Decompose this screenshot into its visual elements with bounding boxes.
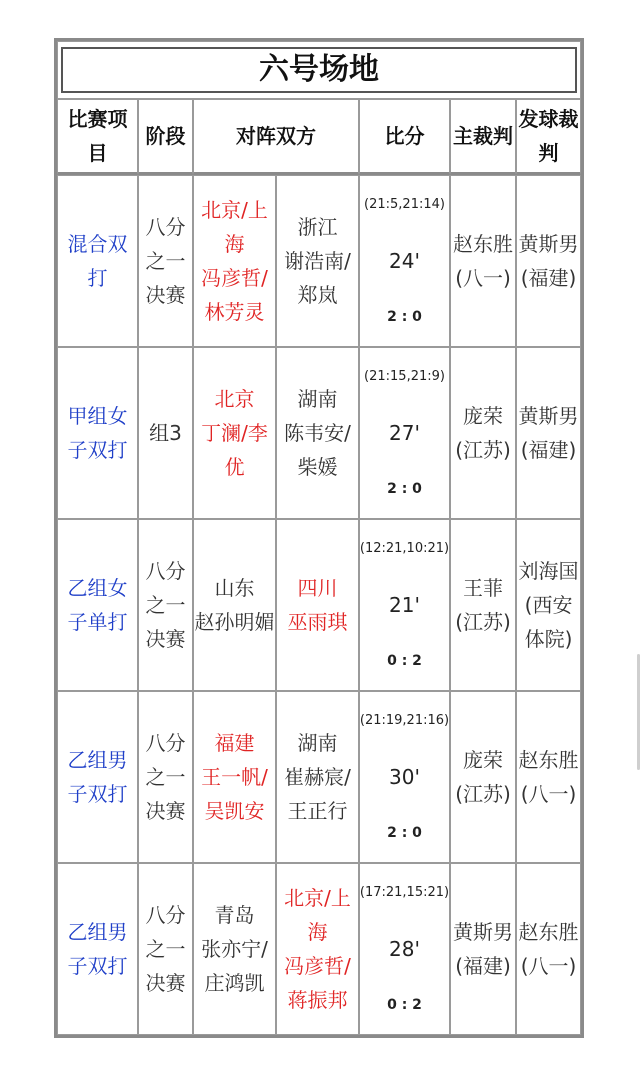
- service-judge-cell: [516, 691, 581, 863]
- side-a: 福建 王一帆/吴凯安: [201, 731, 268, 823]
- header-stage: 阶段: [138, 99, 193, 175]
- stage-cell: [138, 175, 193, 347]
- event-name: 混合双打: [67, 232, 128, 290]
- match-row: [57, 519, 581, 691]
- event-cell: [57, 519, 138, 691]
- game-scores: (21:5,21:14): [364, 197, 445, 212]
- service-judge-name: 黄斯男 (福建): [518, 404, 579, 462]
- side-b: 湖南 崔赫宸/王正行: [284, 731, 351, 823]
- rows-body: [57, 175, 581, 1035]
- side-b-cell: [276, 519, 359, 691]
- stage-name: 八分之一决赛: [145, 559, 186, 651]
- service-judge-cell: [516, 347, 581, 519]
- stage-cell: [138, 863, 193, 1035]
- stage-name: 八分之一决赛: [145, 903, 186, 995]
- court-results-table: [54, 38, 584, 1038]
- match-duration: 28': [389, 937, 420, 961]
- header-row: [57, 99, 581, 175]
- match-result: 0 : 2: [387, 653, 422, 669]
- match-duration: 30': [389, 765, 420, 789]
- stage-cell: [138, 347, 193, 519]
- score-cell: [359, 691, 450, 863]
- game-scores: (12:21,10:21): [359, 541, 450, 556]
- schedule-sheet: [54, 38, 584, 1038]
- umpire-name: 庞荣 (江苏): [455, 404, 511, 462]
- side-b: 浙江 谢浩南/郑岚: [284, 215, 351, 307]
- service-judge-name: 刘海国 (西安体院): [518, 559, 579, 651]
- umpire-name: 王菲 (江苏): [455, 576, 511, 634]
- umpire-name: 赵东胜 (八一): [453, 232, 513, 290]
- header-score: 比分: [359, 99, 450, 175]
- umpire-name: 庞荣 (江苏): [455, 748, 511, 806]
- event-name: 乙组男子双打: [67, 748, 128, 806]
- game-scores: (17:21,15:21): [359, 885, 450, 900]
- side-a: 青岛 张亦宁/庄鸿凯: [201, 903, 268, 995]
- service-judge-cell: [516, 863, 581, 1035]
- service-judge-name: 赵东胜 (八一): [518, 748, 579, 806]
- umpire-cell: [450, 519, 516, 691]
- game-scores: (21:19,21:16): [359, 713, 450, 728]
- stage-name: 组3: [149, 421, 182, 445]
- event-cell: [57, 863, 138, 1035]
- match-duration: 21': [389, 593, 420, 617]
- match-result: 0 : 2: [387, 997, 422, 1013]
- match-duration: 27': [389, 421, 420, 445]
- match-row: [57, 863, 581, 1035]
- service-judge-cell: [516, 519, 581, 691]
- side-a-cell: [193, 347, 276, 519]
- stage-cell: [138, 519, 193, 691]
- umpire-cell: [450, 863, 516, 1035]
- header-umpire: 主裁判: [450, 99, 516, 175]
- title-cell: [57, 41, 581, 99]
- match-duration: 24': [389, 249, 420, 273]
- score-cell: [359, 863, 450, 1035]
- event-cell: [57, 347, 138, 519]
- side-b-cell: [276, 347, 359, 519]
- event-name: 甲组女子双打: [67, 404, 128, 462]
- match-row: [57, 347, 581, 519]
- side-a: 北京 丁澜/李优: [201, 387, 268, 479]
- match-result: 2 : 0: [387, 309, 422, 325]
- header-event: 比赛项目: [57, 99, 138, 175]
- umpire-cell: [450, 175, 516, 347]
- side-a-cell: [193, 691, 276, 863]
- service-judge-name: 黄斯男 (福建): [518, 232, 579, 290]
- court-title: 六号场地: [61, 47, 577, 93]
- game-scores: (21:15,21:9): [364, 369, 445, 384]
- match-result: 2 : 0: [387, 825, 422, 841]
- stage-name: 八分之一决赛: [145, 215, 186, 307]
- service-judge-name: 赵东胜 (八一): [518, 920, 579, 978]
- score-cell: [359, 175, 450, 347]
- side-b-cell: [276, 863, 359, 1035]
- side-a-cell: [193, 175, 276, 347]
- side-b-cell: [276, 175, 359, 347]
- side-b-cell: [276, 691, 359, 863]
- event-name: 乙组男子双打: [67, 920, 128, 978]
- side-a: 北京/上海 冯彦哲/林芳灵: [201, 198, 268, 324]
- header-service-judge: 发球裁判: [516, 99, 581, 175]
- side-b: 四川 巫雨琪: [287, 576, 348, 634]
- side-a-cell: [193, 519, 276, 691]
- score-cell: [359, 519, 450, 691]
- service-judge-cell: [516, 175, 581, 347]
- side-b: 北京/上海 冯彦哲/蒋振邦: [284, 886, 351, 1012]
- event-cell: [57, 175, 138, 347]
- header-matchup: 对阵双方: [193, 99, 359, 175]
- event-name: 乙组女子单打: [67, 576, 128, 634]
- match-row: [57, 691, 581, 863]
- umpire-name: 黄斯男 (福建): [453, 920, 513, 978]
- stage-name: 八分之一决赛: [145, 731, 186, 823]
- stage-cell: [138, 691, 193, 863]
- match-result: 2 : 0: [387, 481, 422, 497]
- score-cell: [359, 347, 450, 519]
- umpire-cell: [450, 347, 516, 519]
- umpire-cell: [450, 691, 516, 863]
- side-a: 山东 赵孙明媚: [194, 576, 275, 634]
- event-cell: [57, 691, 138, 863]
- match-row: [57, 175, 581, 347]
- side-b: 湖南 陈韦安/柴媛: [284, 387, 351, 479]
- side-a-cell: [193, 863, 276, 1035]
